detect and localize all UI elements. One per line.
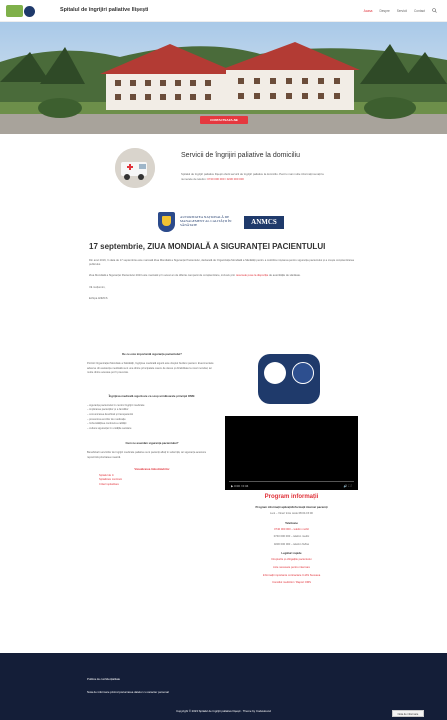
service-phones[interactable]: 0740 000 000 / 0230 000 000 <box>207 176 244 181</box>
article-sign-1: Vă mulțumim, <box>89 285 106 289</box>
list-item: – îmbunătățirea continuă a calității <box>87 422 127 426</box>
site-footer <box>0 653 447 720</box>
list-item: – implicarea pacienților și a familiilor <box>87 408 129 412</box>
info-schedule: Luni – Vineri între orele 08:00-15:00 <box>270 512 313 515</box>
search-icon[interactable] <box>432 8 437 13</box>
nav-item-despre[interactable]: Despre <box>379 8 390 13</box>
info-phone-2: 0740 000 000 – telefon medic <box>273 535 310 539</box>
article-title: 17 septembrie, ZIUA MONDIALĂ A SIGURANȚEI PACIENTULUI <box>89 242 326 251</box>
info-link-1[interactable]: Drepturile și obligațiile pacientului <box>271 558 312 562</box>
article-p2-post: de autoritățile de sănătate. <box>268 274 301 278</box>
home-care-service-section <box>115 148 335 190</box>
contact-us-button[interactable]: CONTACTEAZA-NE <box>200 116 248 124</box>
logo-mark-blue <box>24 6 35 17</box>
info-links-heading: Legături rapide <box>281 551 302 556</box>
article-p2-pre: Ziua Mondială a Siguranței Pacientului 2023 este marcată și în acest an de diferite campanii de conștientizare, inclusiv prin <box>89 274 236 278</box>
article-paragraph-1: Din anul 2019, în data de 17 septembrie este marcată Ziua Mondială a Siguranței Pacientului, declarată de Organizația Mondială a Sănătății pentru a mobiliza mișcarea pentru siguranța pacientului și a crește conștientizarea publicului. <box>89 259 355 267</box>
info-phones-heading: Telefoane <box>285 520 298 525</box>
patient-safety-article <box>89 242 359 308</box>
list-item: – prevenirea erorilor de medicație <box>87 417 126 421</box>
link-spitalizare-continua[interactable]: Spitalizare continuă <box>99 478 122 482</box>
importance-text: Potrivit Organizației Mondiale a Sănătății, îngrijirea medicală sigură este dreptul fiecărui pacient. Evenimentele adverse din asistența medicală sunt una dintre principalele cauze de deces și dizabilitate la nivel mondial, iar multe dintre acestea pot fi prevenite. <box>87 362 214 375</box>
info-phone-1[interactable]: 0740 000 000 – telefon mobil <box>274 527 309 531</box>
cookie-notice-button[interactable]: Nota de informare <box>392 710 424 717</box>
logo-mark-green <box>6 5 23 17</box>
info-link-2[interactable]: Acte necesare pentru internare <box>273 565 310 569</box>
video-play-button[interactable]: ▶ 0:00 / 0:34 <box>231 484 249 488</box>
info-link-3[interactable]: Informații importante contractare CJAS Suceava <box>262 573 321 577</box>
links-heading: Vizualizarea îmbolnăvirilor <box>134 466 170 471</box>
link-criterii-spitalizare[interactable]: Criterii spitalizare <box>99 482 119 486</box>
quick-links-list <box>87 474 217 488</box>
question-importance: De ce este importantă siguranța pacientului? <box>122 352 182 356</box>
article-resources-link[interactable]: resursele puse la dispoziție <box>235 274 269 278</box>
service-title: Servicii de îngrijiri paliative la domiciliu <box>181 152 301 159</box>
info-schedule-heading: Program informații aplicații/informații interne/ pacienți <box>255 505 328 509</box>
site-header <box>0 0 447 22</box>
site-logo[interactable] <box>6 5 36 17</box>
list-item: – cultura siguranței în unitățile sanitare <box>87 426 132 430</box>
safety-text: Beneficiarii serviciilor de îngrijiri medicale paliative sunt pacienți aflați în suferință, iar siguranța acestora reprezintă prioritatea noastră. <box>87 451 206 459</box>
main-nav <box>364 8 437 13</box>
anmcs-authority-name: AUTORITATEA NAȚIONALĂ DE MANAGEMENT AL CALITĂȚII ÎN SĂNĂTATE <box>180 215 232 228</box>
video-volume-fullscreen-controls[interactable]: 🔊 ⛶ ⋮ <box>343 484 352 488</box>
service-text <box>181 172 331 181</box>
principles-list <box>87 404 217 432</box>
list-item: – comunicarea deschisă și transparentă <box>87 412 133 416</box>
video-progress-bar[interactable] <box>229 481 354 482</box>
article-paragraph-2 <box>89 274 359 278</box>
site-title[interactable]: Spitalul de îngrijiri paliative Ilișești <box>60 7 149 13</box>
question-safety: Cum ne asumăm siguranța pacientului? <box>125 441 179 446</box>
info-program-section <box>225 494 358 589</box>
video-player[interactable] <box>225 416 358 490</box>
badge-patient-seal-icon <box>292 362 314 384</box>
ambulance-photo <box>115 148 155 188</box>
info-phone-3: 0230 000 000 – telefon fix/fax <box>273 542 310 546</box>
list-item: – siguranța pacientului în centrul îngrijirii medicale <box>87 403 145 407</box>
info-title: Program informații <box>264 494 319 500</box>
nav-item-servicii[interactable]: Servicii <box>396 8 407 13</box>
patient-safety-info-column <box>87 352 217 493</box>
question-principles: Îngrijirea medicală sigură are ca scop următoarele principii OMS: <box>108 393 196 398</box>
article-sign-2: Echipa ANMCS <box>89 296 108 300</box>
copyright-text: Copyright © 2023 Spitalul de îngrijiri paliative Ilișești · Theme by CodeHound <box>176 709 271 713</box>
privacy-policy-link[interactable]: Politica de confidențialitate <box>87 677 121 681</box>
info-link-4[interactable]: Consiliul medicilor / Raport OMS <box>272 581 311 585</box>
anmcs-banner <box>158 212 290 234</box>
romania-coat-of-arms-icon <box>158 212 175 232</box>
nav-item-acasa[interactable]: Acasa <box>363 8 373 13</box>
anmcs-logo: ANMCS <box>244 216 284 229</box>
patient-safety-badge <box>254 354 324 406</box>
service-description: Spitalul de îngrijiri paliative Ilișești oferă servicii de îngrijiri paliative la domiciliu. Pentru mai multe informații sunați la numerele de telefon: <box>181 172 324 181</box>
data-processing-notice-link[interactable]: Nota de informare privind prelucrarea datelor cu caracter personal <box>87 690 169 694</box>
badge-anmcs-seal-icon <box>264 362 286 384</box>
link-spitalul-de-zi[interactable]: Spitalul de zi <box>99 473 114 477</box>
nav-item-contact[interactable]: Contact <box>414 8 425 13</box>
